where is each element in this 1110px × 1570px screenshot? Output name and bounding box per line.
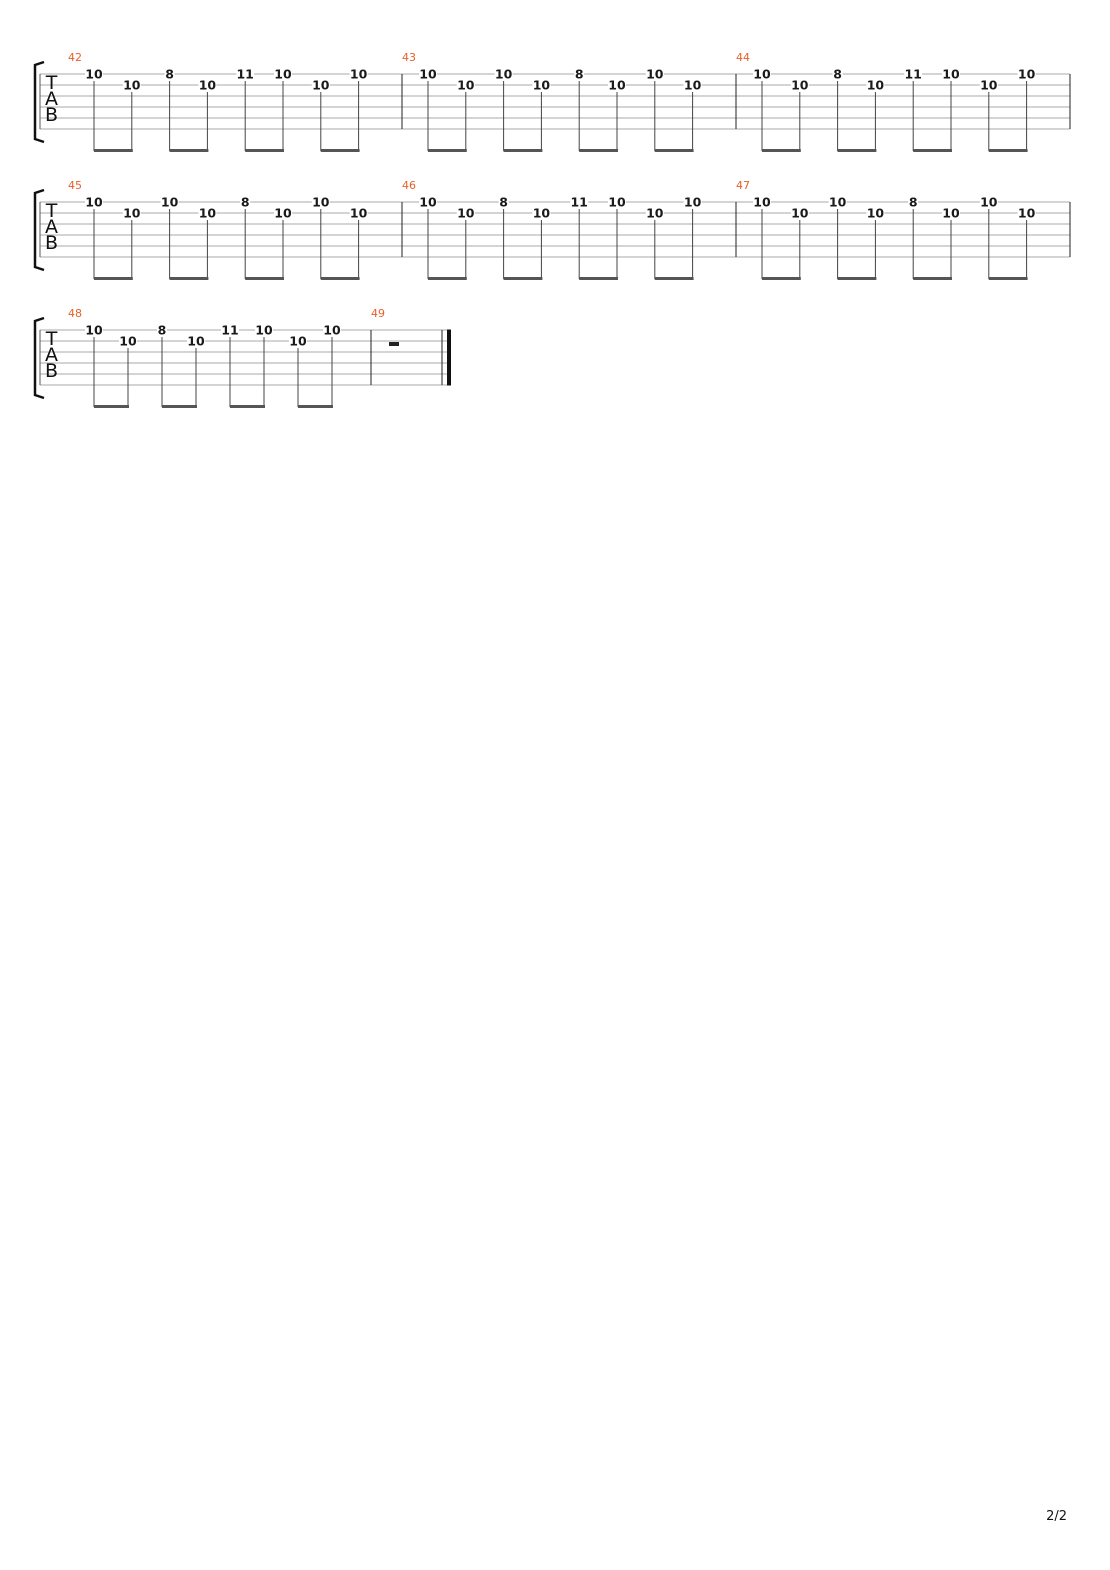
fret-number: 10: [457, 77, 475, 93]
tab-clef-letter: T: [45, 200, 58, 222]
fret-number: 8: [833, 66, 842, 82]
rest-symbol: [389, 342, 399, 346]
fret-number: 10: [608, 194, 626, 210]
note-beam: [655, 149, 694, 152]
fret-number: 11: [221, 322, 239, 338]
note-beam: [170, 149, 209, 152]
fret-number: 10: [255, 322, 273, 338]
tab-clef-letter: A: [45, 216, 58, 238]
fret-number: 10: [980, 77, 998, 93]
note-beam: [762, 149, 801, 152]
tab-clef-letter: B: [44, 232, 59, 254]
fret-number: 10: [85, 322, 103, 338]
fret-number: 10: [323, 322, 341, 338]
fret-number: 10: [198, 77, 217, 93]
tab-clef-letter: A: [45, 88, 58, 110]
tab-clef-letter: B: [44, 360, 59, 382]
fret-number: 10: [160, 194, 179, 210]
note-beam: [245, 149, 284, 152]
note-beam: [504, 277, 543, 280]
fret-number: 10: [753, 66, 771, 82]
fret-number: 11: [904, 66, 922, 82]
note-beam: [579, 149, 618, 152]
fret-number: 10: [119, 333, 137, 349]
note-beam: [245, 277, 284, 280]
fret-number: 10: [198, 205, 217, 221]
fret-number: 8: [157, 322, 167, 338]
tab-clef-letter: T: [45, 328, 58, 350]
note-beam: [989, 149, 1028, 152]
fret-number: 10: [123, 77, 141, 93]
tab-clef-letter: B: [44, 104, 59, 126]
measure-number: 48: [68, 307, 82, 320]
fret-number: 8: [499, 194, 508, 210]
note-beam: [655, 277, 694, 280]
fret-number: 10: [312, 77, 330, 93]
measure-number: 45: [68, 179, 82, 192]
note-beam: [913, 149, 952, 152]
fret-number: 10: [123, 205, 141, 221]
note-beam: [428, 277, 467, 280]
fret-number: 10: [85, 66, 103, 82]
measure-number: 46: [402, 179, 416, 192]
fret-number: 10: [349, 66, 368, 82]
note-beam: [321, 149, 360, 152]
fret-number: 10: [187, 333, 205, 349]
tab-clef-letter: T: [45, 72, 58, 94]
fret-number: 10: [683, 77, 702, 93]
fret-number: 10: [866, 205, 885, 221]
fret-number: 10: [274, 205, 292, 221]
note-beam: [579, 277, 618, 280]
fret-number: 10: [683, 194, 702, 210]
fret-number: 10: [791, 77, 809, 93]
fret-number: 10: [753, 194, 771, 210]
fret-number: 10: [494, 66, 513, 82]
fret-number: 10: [532, 77, 551, 93]
fret-number: 10: [608, 77, 626, 93]
note-beam: [94, 149, 133, 152]
fret-number: 8: [574, 66, 584, 82]
note-beam: [94, 277, 133, 280]
fret-number: 10: [532, 205, 551, 221]
fret-number: 10: [791, 205, 809, 221]
fret-number: 10: [980, 194, 998, 210]
measure-number: 42: [68, 51, 82, 64]
note-beam: [762, 277, 801, 280]
fret-number: 10: [289, 333, 307, 349]
fret-number: 10: [457, 205, 475, 221]
note-beam: [321, 277, 360, 280]
fret-number: 10: [419, 194, 437, 210]
fret-number: 10: [866, 77, 885, 93]
measure-number: 43: [402, 51, 416, 64]
fret-number: 11: [570, 194, 588, 210]
note-beam: [170, 277, 209, 280]
fret-number: 10: [646, 205, 664, 221]
fret-number: 11: [236, 66, 254, 82]
fret-number: 10: [942, 205, 960, 221]
note-beam: [989, 277, 1028, 280]
measure-number: 47: [736, 179, 750, 192]
note-beam: [230, 405, 265, 408]
fret-number: 8: [908, 194, 918, 210]
note-beam: [428, 149, 467, 152]
fret-number: 10: [419, 66, 437, 82]
note-beam: [94, 405, 129, 408]
note-beam: [298, 405, 333, 408]
fret-number: 10: [646, 66, 664, 82]
page-number: 2/2: [1046, 1509, 1067, 1524]
fret-number: 8: [240, 194, 250, 210]
note-beam: [913, 277, 952, 280]
note-beam: [838, 149, 877, 152]
fret-number: 10: [1017, 205, 1036, 221]
fret-number: 8: [165, 66, 174, 82]
measure-number: 49: [371, 307, 385, 320]
tab-clef-letter: A: [45, 344, 58, 366]
fret-number: 10: [349, 205, 368, 221]
fret-number: 10: [1017, 66, 1036, 82]
fret-number: 10: [274, 66, 292, 82]
note-beam: [504, 149, 543, 152]
note-beam: [162, 405, 197, 408]
fret-number: 10: [942, 66, 960, 82]
fret-number: 10: [828, 194, 847, 210]
note-beam: [838, 277, 877, 280]
fret-number: 10: [85, 194, 103, 210]
measure-number: 44: [736, 51, 750, 64]
fret-number: 10: [312, 194, 330, 210]
